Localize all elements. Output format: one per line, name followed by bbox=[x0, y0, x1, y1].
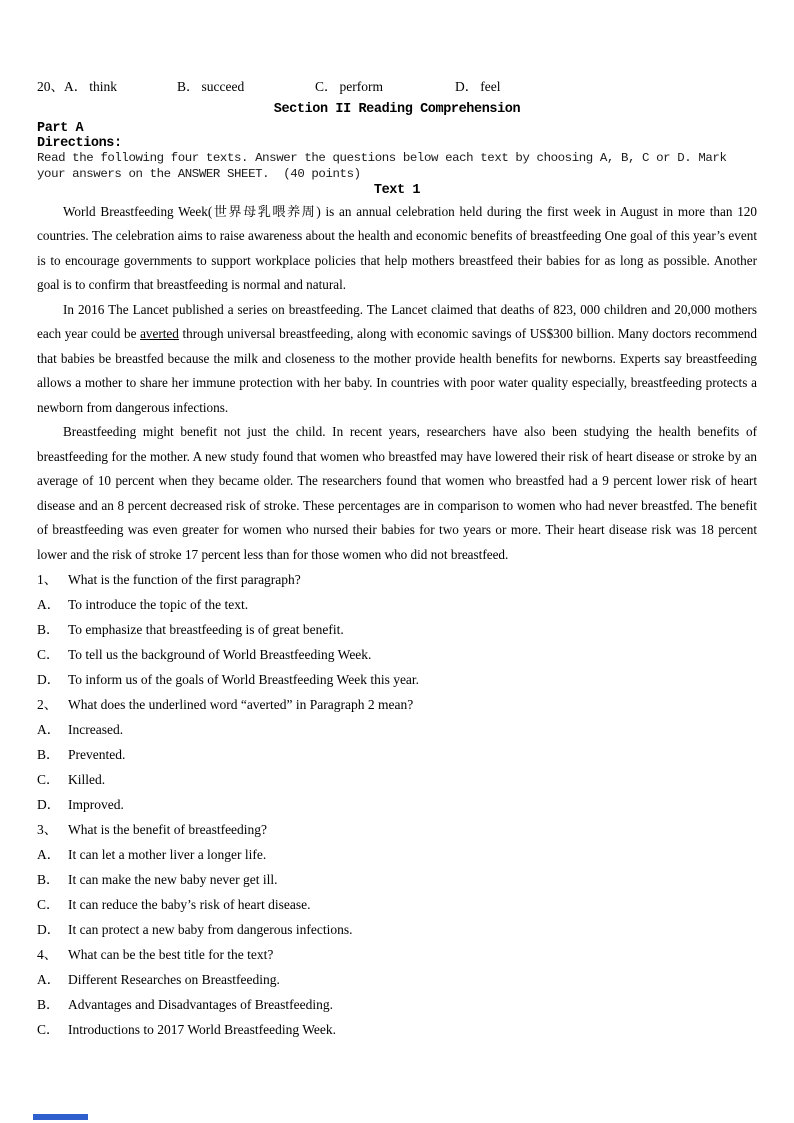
option-label: C． bbox=[37, 772, 60, 788]
option-label: A． bbox=[37, 847, 61, 863]
option-text: Advantages and Disadvantages of Breastfeeding. bbox=[68, 997, 334, 1013]
directions-line-2: your answers on the ANSWER SHEET. (40 points) bbox=[37, 166, 361, 181]
option-text: To introduce the topic of the text. bbox=[68, 597, 249, 613]
option-text: It can reduce the baby’s risk of heart disease. bbox=[68, 897, 311, 913]
question-3-option-d bbox=[37, 917, 757, 942]
reading-passage bbox=[37, 200, 757, 568]
option-label: C． bbox=[37, 1022, 60, 1038]
text-1-title: Text 1 bbox=[373, 182, 421, 198]
paragraph-2-after: through universal breastfeeding, along with economic savings of US$300 billion. Many doctors recommend that babies be breastfed because the milk and closeness to the mother provide health benefits for newborns. Experts say breastfeeding allows a mother to share her immune protection with her baby. In countries with poor water quality especially, breastfeeding protects a newborn from dangerous infections. bbox=[37, 326, 757, 415]
option-label: A． bbox=[37, 722, 61, 738]
option-c-text: perform bbox=[339, 79, 383, 94]
question-3-text: What is the benefit of breastfeeding? bbox=[68, 822, 268, 838]
option-label: A． bbox=[37, 597, 61, 613]
question-2-option-d bbox=[37, 792, 757, 817]
passage-paragraph-2 bbox=[37, 298, 757, 421]
option-label: B． bbox=[37, 997, 60, 1013]
question-20-option-a bbox=[37, 78, 177, 95]
question-1-text: What is the function of the first paragraph? bbox=[68, 572, 301, 588]
question-1-option-c bbox=[37, 642, 757, 667]
question-4-option-a bbox=[37, 967, 757, 992]
question-20-row bbox=[37, 78, 757, 95]
page-content bbox=[0, 78, 794, 1042]
question-1-option-b bbox=[37, 617, 757, 642]
question-20-option-d bbox=[455, 78, 500, 95]
section-title: Section II Reading Comprehension bbox=[273, 102, 521, 117]
directions-line-1: Read the following four texts. Answer the questions below each text by choosing A, B, C or D. Mark bbox=[37, 151, 727, 166]
question-4-text: What can be the best title for the text? bbox=[68, 947, 274, 963]
option-label: B． bbox=[37, 622, 60, 638]
question-2-text: What does the underlined word “averted” in Paragraph 2 mean? bbox=[68, 697, 414, 713]
question-3-option-c bbox=[37, 892, 757, 917]
part-a-label: Part A bbox=[37, 121, 84, 136]
question-2-option-b bbox=[37, 742, 757, 767]
question-2-option-a bbox=[37, 717, 757, 742]
question-3 bbox=[37, 817, 757, 842]
option-text: It can let a mother liver a longer life. bbox=[68, 847, 267, 863]
option-label: B． bbox=[37, 747, 60, 763]
question-3-option-b bbox=[37, 867, 757, 892]
question-list bbox=[37, 567, 757, 1042]
option-label: D． bbox=[37, 672, 61, 688]
option-d-label: D． bbox=[455, 79, 479, 94]
question-1-option-a bbox=[37, 592, 757, 617]
passage-paragraph-1: World Breastfeeding Week(世界母乳喂养周) is an annual celebration held during the first week in August in more than 120 countries. The celebration aims to raise awareness about the health and economic benefits of breastfeeding One goal of this year’s event is to encourage governments to support workplace policies that help mothers breastfeed their babies for as long as possible. Another goal is to confirm that breastfeeding is normal and natural. bbox=[37, 203, 757, 293]
underlined-word-averted: averted bbox=[140, 326, 179, 342]
option-label: A． bbox=[37, 972, 61, 988]
option-a-text: think bbox=[89, 79, 118, 94]
question-2-option-c bbox=[37, 767, 757, 792]
option-text: To tell us the background of World Breastfeeding Week. bbox=[68, 647, 372, 663]
question-4-number: 4、 bbox=[37, 947, 58, 963]
option-label: B． bbox=[37, 872, 60, 888]
question-2 bbox=[37, 692, 757, 717]
paragraph-2-before: In 2016 The Lancet published a series on breastfeeding. The Lancet claimed that deaths of 823, 000 children and 20,000 mothers each year could be bbox=[37, 301, 757, 342]
option-label: C． bbox=[37, 897, 60, 913]
question-2-number: 2、 bbox=[37, 697, 58, 713]
option-d-text: feel bbox=[480, 79, 501, 94]
option-text: It can protect a new baby from dangerous infections. bbox=[68, 922, 353, 938]
option-a-label: A． bbox=[64, 79, 88, 94]
option-text: Introductions to 2017 World Breastfeeding Week. bbox=[68, 1022, 337, 1038]
question-1 bbox=[37, 567, 757, 592]
option-label: D． bbox=[37, 922, 61, 938]
option-text: Improved. bbox=[68, 797, 124, 813]
question-20-option-b bbox=[177, 78, 315, 95]
question-20-option-c bbox=[315, 78, 455, 95]
option-text: Prevented. bbox=[68, 747, 126, 763]
option-label: D． bbox=[37, 797, 61, 813]
option-text: Killed. bbox=[68, 772, 106, 788]
question-20-number: 20、 bbox=[37, 79, 64, 94]
option-text: To inform us of the goals of World Breastfeeding Week this year. bbox=[68, 672, 420, 688]
question-1-option-d bbox=[37, 667, 757, 692]
option-b-text: succeed bbox=[201, 79, 245, 94]
question-1-number: 1、 bbox=[37, 572, 58, 588]
option-text: Increased. bbox=[68, 722, 124, 738]
directions-label: Directions: bbox=[37, 136, 122, 152]
question-3-number: 3、 bbox=[37, 822, 58, 838]
question-3-option-a bbox=[37, 842, 757, 867]
option-b-label: B． bbox=[177, 79, 200, 94]
question-4-option-c bbox=[37, 1017, 757, 1042]
option-text: It can make the new baby never get ill. bbox=[68, 872, 278, 888]
option-c-label: C． bbox=[315, 79, 338, 94]
option-text: Different Researches on Breastfeeding. bbox=[68, 972, 280, 988]
question-4 bbox=[37, 942, 757, 967]
cutoff-blue-element bbox=[33, 1114, 88, 1120]
question-4-option-b bbox=[37, 992, 757, 1017]
option-label: C． bbox=[37, 647, 60, 663]
option-text: To emphasize that breastfeeding is of great benefit. bbox=[68, 622, 344, 638]
passage-paragraph-3: Breastfeeding might benefit not just the child. In recent years, researchers have also been studying the health benefits of breastfeeding for the mother. A new study found that women who breastfed may have lowered their risk of heart disease or stroke by an average of 10 percent when they became older. The researchers found that women who breastfed had a 9 percent lower risk of heart disease and an 8 percent decreased risk of stroke. These percentages are in comparison to women who had never breastfed. The benefit of breastfeeding was even greater for women who nursed their babies for two years or more. Their heart disease risk was 18 percent lower and the risk of stroke 17 percent less than for those women who did not breastfeed. bbox=[37, 424, 757, 562]
